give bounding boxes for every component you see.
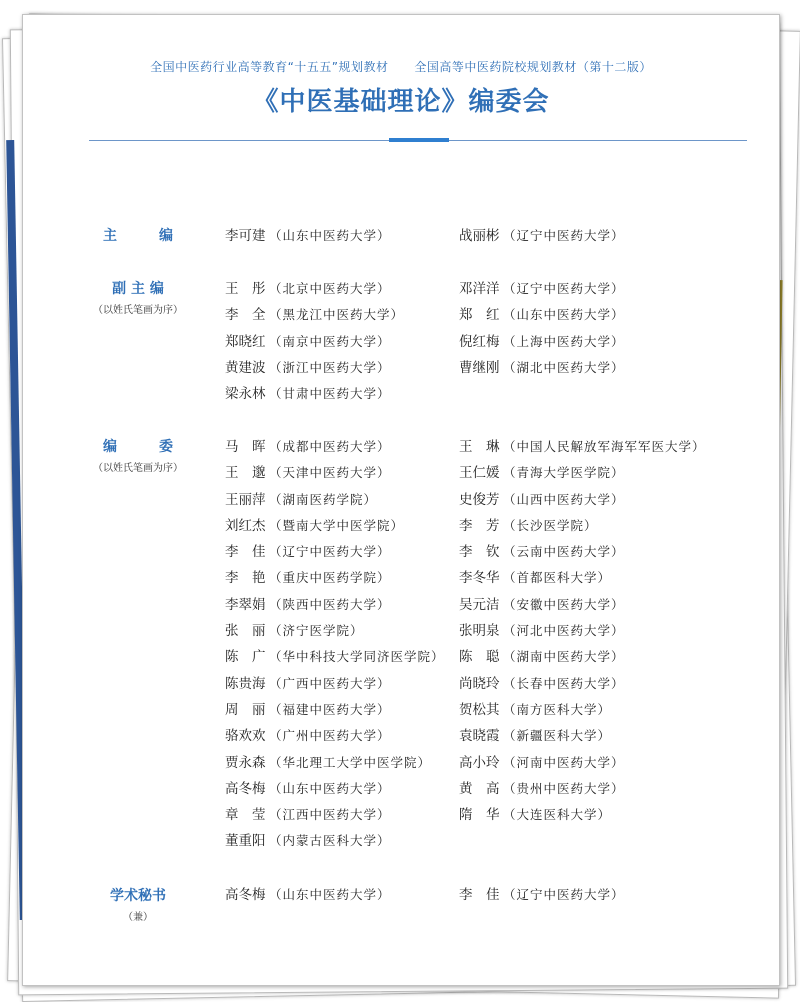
member-entry bbox=[459, 644, 706, 670]
member-entry bbox=[225, 381, 404, 407]
member-institution: （南京中医药大学） bbox=[269, 333, 391, 349]
member-entry bbox=[225, 223, 391, 249]
member-entry bbox=[225, 276, 404, 302]
member-entry bbox=[459, 487, 706, 513]
member-institution: （辽宁中医药大学） bbox=[269, 544, 391, 560]
member-name: 王 彤 bbox=[225, 281, 266, 297]
member-name: 李 全 bbox=[225, 307, 266, 324]
member-institution: （长沙医学院） bbox=[503, 517, 598, 533]
member-entry bbox=[459, 592, 706, 618]
member-name: 黄建波 bbox=[225, 359, 266, 376]
member-institution: （山东中医药大学） bbox=[269, 887, 391, 902]
member-name: 董重阳 bbox=[225, 833, 266, 850]
member-entry bbox=[225, 697, 445, 723]
member-entry bbox=[459, 671, 706, 697]
member-entry bbox=[225, 460, 445, 486]
member-name: 张明泉 bbox=[459, 623, 500, 640]
member-entry bbox=[459, 565, 706, 591]
member-name: 王 琳 bbox=[459, 439, 500, 455]
member-name: 李 艳 bbox=[225, 570, 266, 587]
member-entry bbox=[225, 618, 445, 644]
member-entry bbox=[225, 565, 445, 591]
member-institution: （华中科技大学同济医学院） bbox=[269, 649, 445, 665]
member-entry bbox=[459, 355, 625, 381]
member-name: 章 莹 bbox=[225, 807, 266, 824]
member-institution: （甘肃中医药大学） bbox=[269, 386, 391, 402]
member-name: 曹继刚 bbox=[459, 359, 500, 376]
title-divider-accent bbox=[389, 138, 449, 142]
member-institution: （浙江中医药大学） bbox=[269, 359, 391, 375]
member-name: 高小玲 bbox=[459, 754, 500, 771]
member-institution: （湖南医药学院） bbox=[269, 491, 378, 507]
member-institution: （辽宁中医药大学） bbox=[503, 281, 625, 296]
member-entry bbox=[225, 302, 404, 328]
member-name: 倪红梅 bbox=[459, 333, 500, 350]
member-institution: （大连医科大学） bbox=[503, 807, 612, 823]
document-page bbox=[22, 14, 780, 986]
member-name: 王丽萍 bbox=[225, 491, 266, 508]
member-entry bbox=[459, 776, 706, 802]
member-institution: （山东中医药大学） bbox=[269, 228, 391, 243]
member-name: 李 佳 bbox=[225, 544, 266, 561]
member-name: 史俊芳 bbox=[459, 491, 500, 508]
member-institution: （辽宁中医药大学） bbox=[503, 228, 625, 243]
editors-column-2 bbox=[459, 434, 706, 828]
member-name: 王 邈 bbox=[225, 465, 266, 482]
member-institution: （重庆中医药学院） bbox=[269, 570, 391, 586]
role-deputy-editor bbox=[83, 280, 193, 316]
member-entry bbox=[459, 618, 706, 644]
member-entry bbox=[459, 697, 706, 723]
member-name: 张 丽 bbox=[225, 623, 266, 640]
member-institution: （黑龙江中医药大学） bbox=[269, 307, 405, 323]
member-entry bbox=[459, 750, 706, 776]
member-entry bbox=[225, 539, 445, 565]
role-label: 主 编 bbox=[103, 228, 173, 244]
member-entry bbox=[225, 802, 445, 828]
member-name: 李冬华 bbox=[459, 570, 500, 587]
member-institution: （山东中医药大学） bbox=[503, 307, 625, 323]
member-institution: （青海大学医学院） bbox=[503, 465, 625, 481]
member-entry bbox=[459, 513, 706, 539]
member-name: 袁晓霞 bbox=[459, 728, 500, 745]
member-institution: （天津中医药大学） bbox=[269, 465, 391, 481]
role-chief-editor bbox=[83, 227, 193, 245]
member-entry bbox=[459, 302, 625, 328]
member-institution: （辽宁中医药大学） bbox=[503, 887, 625, 902]
member-institution: （北京中医药大学） bbox=[269, 281, 391, 296]
member-entry bbox=[225, 671, 445, 697]
member-name: 李 佳 bbox=[459, 887, 500, 903]
member-institution: （南方医科大学） bbox=[503, 701, 612, 717]
member-name: 陈贵海 bbox=[225, 675, 266, 692]
member-entry bbox=[225, 644, 445, 670]
member-institution: （福建中医药大学） bbox=[269, 701, 391, 717]
member-entry bbox=[459, 802, 706, 828]
member-name: 周 丽 bbox=[225, 701, 266, 718]
member-name: 李可建 bbox=[225, 228, 266, 244]
member-institution: （陕西中医药大学） bbox=[269, 596, 391, 612]
secretary-column-1 bbox=[225, 882, 391, 908]
member-name: 高冬梅 bbox=[225, 887, 266, 903]
editors-column-1 bbox=[225, 434, 445, 855]
member-name: 贾永森 bbox=[225, 754, 266, 771]
member-name: 李翠娟 bbox=[225, 596, 266, 613]
member-entry bbox=[225, 592, 445, 618]
member-institution: （上海中医药大学） bbox=[503, 333, 625, 349]
page-title: 《中医基础理论》编委会 bbox=[252, 87, 550, 117]
member-entry bbox=[459, 723, 706, 749]
member-entry bbox=[225, 355, 404, 381]
member-entry bbox=[225, 828, 445, 854]
member-name: 王仁媛 bbox=[459, 465, 500, 482]
member-institution: （首都医科大学） bbox=[503, 570, 612, 586]
member-name: 战丽彬 bbox=[459, 228, 500, 244]
member-name: 郑 红 bbox=[459, 307, 500, 324]
member-entry bbox=[459, 276, 625, 302]
member-institution: （广西中医药大学） bbox=[269, 675, 391, 691]
member-institution: （暨南大学中医学院） bbox=[269, 517, 405, 533]
member-name: 梁永林 bbox=[225, 386, 266, 403]
member-name: 马 晖 bbox=[225, 439, 266, 455]
member-institution: （成都中医药大学） bbox=[269, 439, 391, 454]
member-institution: （贵州中医药大学） bbox=[503, 780, 625, 796]
member-entry bbox=[225, 723, 445, 749]
role-label: 学术秘书 bbox=[110, 888, 166, 904]
member-name: 尚晓玲 bbox=[459, 675, 500, 692]
member-institution: （河北中医药大学） bbox=[503, 623, 625, 639]
role-board-members bbox=[83, 438, 193, 474]
chief-column-2 bbox=[459, 223, 625, 249]
member-institution: （新疆医科大学） bbox=[503, 728, 612, 744]
member-entry bbox=[225, 329, 404, 355]
role-note: （以姓氏笔画为序） bbox=[93, 463, 183, 474]
member-entry bbox=[459, 223, 625, 249]
member-entry bbox=[225, 750, 445, 776]
member-entry bbox=[459, 539, 706, 565]
member-institution: （云南中医药大学） bbox=[503, 544, 625, 560]
role-note: （兼） bbox=[123, 912, 153, 923]
member-institution: （长春中医药大学） bbox=[503, 675, 625, 691]
role-note: （以姓氏笔画为序） bbox=[93, 305, 183, 316]
secretary-column-2 bbox=[459, 882, 625, 908]
member-name: 隋 华 bbox=[459, 807, 500, 824]
member-institution: （湖南中医药大学） bbox=[503, 649, 625, 665]
role-label: 编 委 bbox=[103, 439, 173, 455]
member-institution: （内蒙古医科大学） bbox=[269, 833, 391, 849]
member-entry bbox=[225, 434, 445, 460]
member-institution: （广州中医药大学） bbox=[269, 728, 391, 744]
member-institution: （河南中医药大学） bbox=[503, 754, 625, 770]
member-entry bbox=[459, 434, 706, 460]
member-name: 李 芳 bbox=[459, 517, 500, 534]
member-entry bbox=[459, 882, 625, 908]
member-name: 郑晓红 bbox=[225, 333, 266, 350]
member-institution: （山西中医药大学） bbox=[503, 491, 625, 507]
member-name: 高冬梅 bbox=[225, 780, 266, 797]
member-institution: （华北理工大学中医学院） bbox=[269, 754, 432, 770]
member-name: 李 钦 bbox=[459, 544, 500, 561]
member-name: 贺松其 bbox=[459, 701, 500, 718]
member-institution: （湖北中医药大学） bbox=[503, 359, 625, 375]
role-academic-secretary bbox=[83, 887, 193, 923]
member-entry bbox=[225, 776, 445, 802]
member-name: 骆欢欢 bbox=[225, 728, 266, 745]
member-name: 吴元洁 bbox=[459, 596, 500, 613]
member-name: 陈 广 bbox=[225, 649, 266, 666]
member-entry bbox=[225, 882, 391, 908]
member-entry bbox=[459, 460, 706, 486]
series-subtitle: 全国中医药行业高等教育“十五五”规划教材 全国高等中医药院校规划教材（第十二版） bbox=[150, 60, 652, 74]
member-entry bbox=[225, 513, 445, 539]
member-name: 陈 聪 bbox=[459, 649, 500, 666]
deputy-column-2 bbox=[459, 276, 625, 381]
member-institution: （山东中医药大学） bbox=[269, 780, 391, 796]
member-name: 刘红杰 bbox=[225, 517, 266, 534]
member-institution: （中国人民解放军海军军医大学） bbox=[503, 439, 706, 454]
member-name: 黄 高 bbox=[459, 780, 500, 797]
member-entry bbox=[225, 487, 445, 513]
role-label: 副 主 编 bbox=[112, 281, 164, 297]
member-institution: （安徽中医药大学） bbox=[503, 596, 625, 612]
member-institution: （江西中医药大学） bbox=[269, 807, 391, 823]
member-institution: （济宁医学院） bbox=[269, 623, 364, 639]
member-entry bbox=[459, 329, 625, 355]
member-name: 邓洋洋 bbox=[459, 281, 500, 297]
deputy-column-1 bbox=[225, 276, 404, 407]
chief-column-1 bbox=[225, 223, 391, 249]
